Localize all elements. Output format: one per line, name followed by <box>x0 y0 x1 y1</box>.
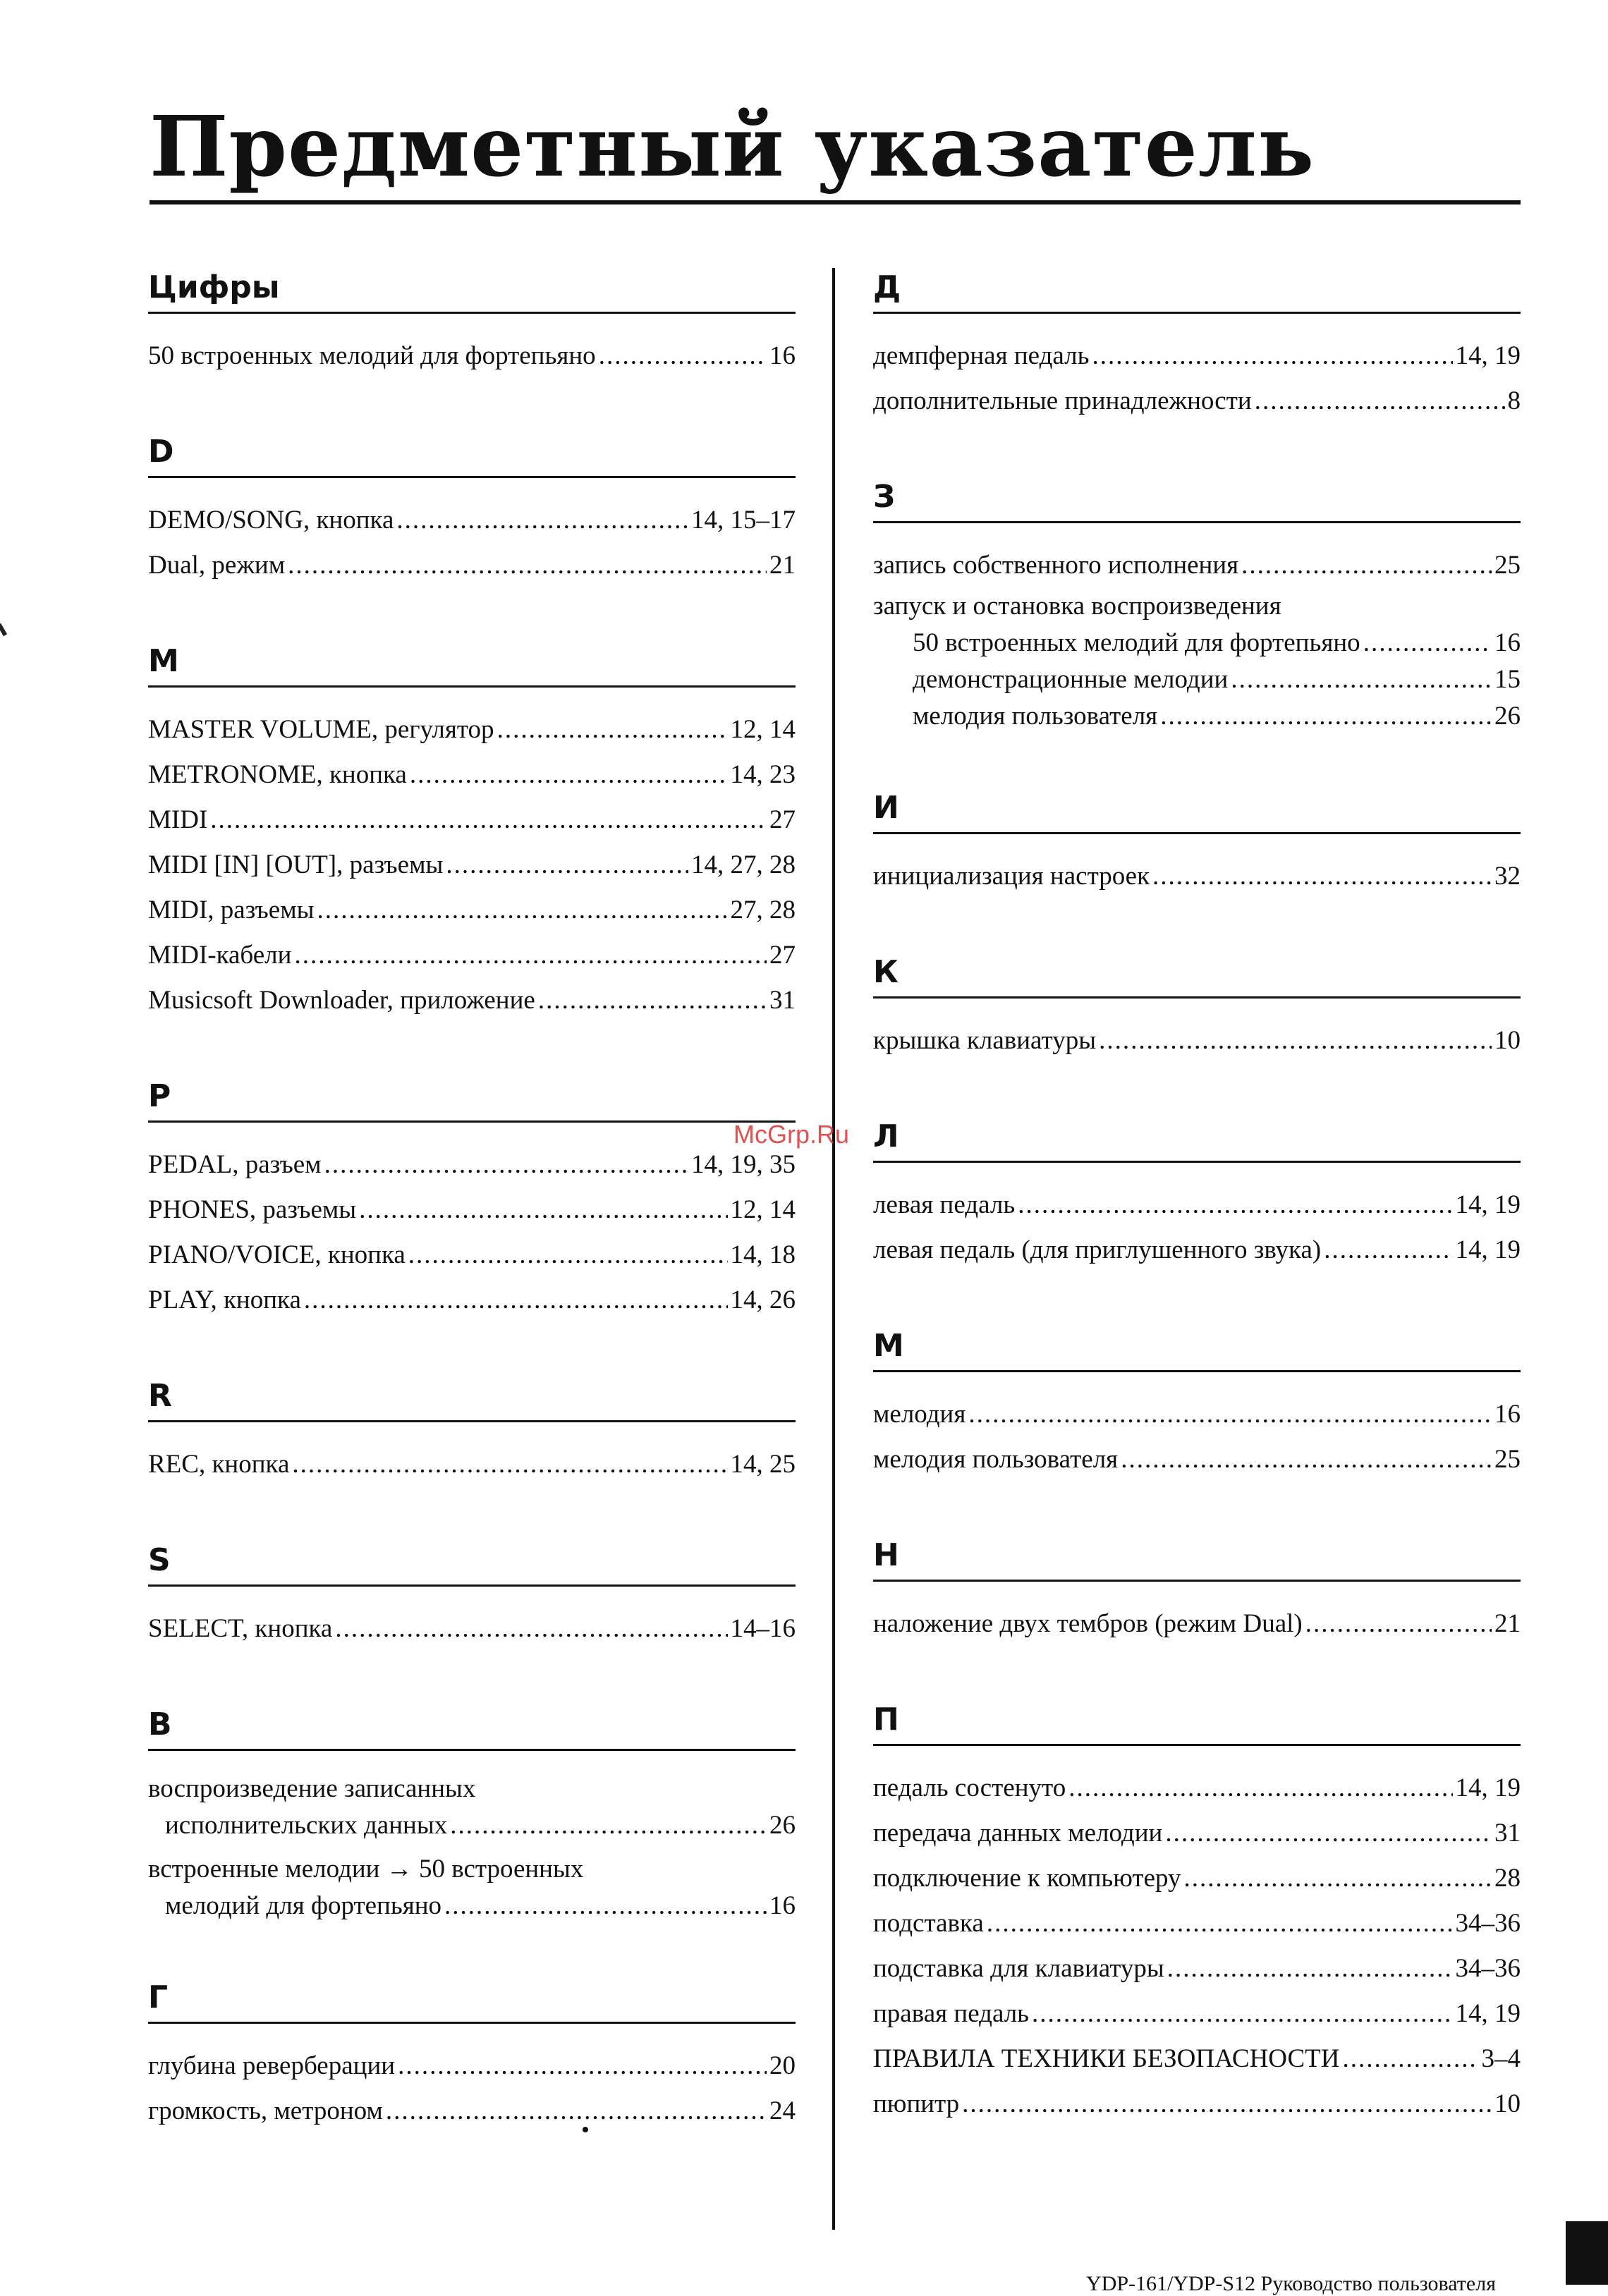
entry-pages: 8 <box>1507 386 1521 415</box>
leader-dots <box>538 978 767 1023</box>
leader-dots <box>599 334 767 379</box>
leader-dots <box>1342 2037 1478 2082</box>
index-entry <box>148 543 796 588</box>
entry-label-line: запуск и остановка воспроизведения <box>873 592 1281 621</box>
entry-label: PHONES, разъемы <box>148 1195 357 1224</box>
section-p-cyr <box>873 1700 1521 2127</box>
index-entry <box>148 1142 796 1187</box>
entry-label: демпферная педаль <box>873 341 1090 370</box>
index-entry <box>148 888 796 933</box>
entry-pages: 21 <box>769 551 796 580</box>
index-entry <box>873 1946 1521 1991</box>
section-r <box>148 1376 796 1487</box>
left-column <box>148 268 796 2187</box>
leader-dots <box>1363 625 1492 661</box>
entry-pages: 15 <box>1494 665 1521 694</box>
leader-dots <box>1018 1183 1452 1228</box>
section-heading: З <box>873 477 1521 523</box>
index-subentry <box>873 698 1521 735</box>
entry-label: подключение к компьютеру <box>873 1864 1181 1893</box>
leader-dots <box>962 2082 1492 2127</box>
leader-dots <box>396 498 688 543</box>
leader-dots <box>288 543 767 588</box>
leader-dots <box>408 1233 728 1278</box>
leader-dots <box>1152 854 1492 899</box>
leader-dots <box>1092 334 1453 379</box>
entry-pages: 21 <box>1494 1609 1521 1638</box>
entry-pages: 25 <box>1494 551 1521 580</box>
entry-pages: 14, 19 <box>1455 1999 1521 2028</box>
entry-pages: 16 <box>1494 628 1521 657</box>
entry-pages: 31 <box>769 986 796 1015</box>
index-entry <box>873 1437 1521 1482</box>
section-heading: П <box>873 1700 1521 1746</box>
leader-dots <box>335 1606 727 1651</box>
index-entry <box>873 1183 1521 1228</box>
entry-pages: 14, 19, 35 <box>691 1150 796 1179</box>
entry-pages: 24 <box>769 2096 796 2125</box>
entry-label: MASTER VOLUME, регулятор <box>148 715 494 744</box>
entry-label: пюпитр <box>873 2089 960 2118</box>
entry-pages: 14, 19 <box>1455 1235 1521 1264</box>
entry-label-line: воспроизведение записанных <box>148 1774 476 1803</box>
index-entry <box>873 543 1521 588</box>
entry-label: дополнительные принадлежности <box>873 386 1252 415</box>
page-footer: YDP-161/YDP-S12 Руководство пользователя <box>1086 2272 1497 2295</box>
entry-label: REC, кнопка <box>148 1450 290 1479</box>
index-entry <box>873 1811 1521 1856</box>
entry-pages: 16 <box>1494 1400 1521 1429</box>
index-entry <box>873 1901 1521 1946</box>
entry-pages: 27, 28 <box>730 896 796 924</box>
entry-label: MIDI, разъемы <box>148 896 315 924</box>
leader-dots <box>359 1187 727 1233</box>
entry-label: 50 встроенных мелодий для фортепьяно <box>913 628 1360 657</box>
entry-label: SELECT, кнопка <box>148 1614 333 1643</box>
index-entry <box>148 933 796 978</box>
entry-pages: 25 <box>1494 1445 1521 1474</box>
page-title: Предметный указатель <box>150 97 1315 195</box>
section-digits <box>148 268 796 379</box>
section-k-cyr <box>873 953 1521 1063</box>
entry-pages: 16 <box>769 1891 796 1920</box>
leader-dots <box>1305 1601 1492 1647</box>
entry-label: MIDI [IN] [OUT], разъемы <box>148 850 444 879</box>
index-entry <box>148 1278 796 1323</box>
entry-label: левая педаль (для приглушенного звука) <box>873 1235 1322 1264</box>
section-heading: R <box>148 1376 796 1422</box>
section-d-cyr <box>873 268 1521 424</box>
leader-dots <box>968 1392 1492 1437</box>
index-entry <box>148 843 796 888</box>
column-divider <box>832 268 835 2230</box>
index-entry <box>873 1991 1521 2037</box>
entry-label: PLAY, кнопка <box>148 1286 301 1314</box>
entry-pages: 20 <box>769 2051 796 2080</box>
leader-dots <box>1184 1856 1492 1901</box>
leader-dots <box>1165 1811 1492 1856</box>
leader-dots <box>210 798 767 843</box>
index-entry <box>873 1018 1521 1063</box>
entry-pages: 28 <box>1494 1864 1521 1893</box>
entry-pages: 14, 15–17 <box>691 506 796 535</box>
entry-pages: 34–36 <box>1455 1954 1521 1983</box>
entry-pages: 14, 19 <box>1455 1190 1521 1219</box>
index-entry <box>873 1856 1521 1901</box>
entry-label: ПРАВИЛА ТЕХНИКИ БЕЗОПАСНОСТИ <box>873 2044 1340 2073</box>
entry-label: Dual, режим <box>148 551 286 580</box>
entry-label: METRONOME, кнопка <box>148 760 407 789</box>
entry-label: PIANO/VOICE, кнопка <box>148 1240 406 1269</box>
section-d <box>148 432 796 588</box>
entry-label: левая педаль <box>873 1190 1016 1219</box>
section-heading: Н <box>873 1536 1521 1582</box>
entry-label: мелодия пользователя <box>913 702 1158 731</box>
entry-pages: 32 <box>1494 862 1521 891</box>
leader-dots <box>386 2089 767 2134</box>
entry-pages: 12, 14 <box>730 1195 796 1224</box>
index-entry <box>148 1442 796 1487</box>
index-entry <box>873 1601 1521 1647</box>
leader-dots <box>1068 1766 1452 1811</box>
entry-pages: 27 <box>769 941 796 970</box>
entry-label: PEDAL, разъем <box>148 1150 322 1179</box>
section-heading: Л <box>873 1117 1521 1163</box>
index-entry <box>148 1606 796 1651</box>
section-heading: Цифры <box>148 268 796 314</box>
entry-label: MIDI <box>148 805 208 834</box>
section-heading: P <box>148 1077 796 1123</box>
leader-dots <box>292 1442 727 1487</box>
index-entry <box>148 2089 796 2134</box>
index-entry <box>873 334 1521 379</box>
entry-pages: 16 <box>769 341 796 370</box>
leader-dots <box>1231 661 1492 698</box>
index-entry <box>873 1766 1521 1811</box>
entry-label: 50 встроенных мелодий для фортепьяно <box>148 341 596 370</box>
section-heading: И <box>873 788 1521 834</box>
entry-label: мелодия пользователя <box>873 1445 1119 1474</box>
section-heading: D <box>148 432 796 478</box>
leader-dots <box>444 1888 767 1924</box>
index-entry <box>148 498 796 543</box>
index-entry <box>148 1807 796 1844</box>
leader-dots <box>1160 698 1492 735</box>
section-heading: S <box>148 1541 796 1587</box>
index-entry <box>873 379 1521 424</box>
leader-dots <box>294 933 767 978</box>
entry-pages: 14–16 <box>730 1614 796 1643</box>
leader-dots <box>1032 1991 1452 2037</box>
entry-pages: 26 <box>769 1811 796 1840</box>
leader-dots <box>1241 543 1492 588</box>
entry-pages: 14, 25 <box>730 1450 796 1479</box>
page-edge-tab <box>1566 2221 1608 2285</box>
entry-label: подставка для клавиатуры <box>873 1954 1164 1983</box>
entry-pages: 14, 23 <box>730 760 796 789</box>
index-entry <box>148 1888 796 1924</box>
entry-label: правая педаль <box>873 1999 1030 2028</box>
scan-mark <box>0 623 7 637</box>
leader-dots <box>1099 1018 1492 1063</box>
entry-pages: 14, 18 <box>730 1240 796 1269</box>
entry-pages: 14, 19 <box>1455 1773 1521 1802</box>
index-entry <box>148 1233 796 1278</box>
entry-label: передача данных мелодии <box>873 1819 1163 1848</box>
leader-dots <box>446 843 688 888</box>
section-z-cyr <box>873 477 1521 735</box>
entry-pages: 10 <box>1494 2089 1521 2118</box>
leader-dots <box>410 752 728 798</box>
watermark-text: McGrp.Ru <box>733 1120 850 1149</box>
index-entry <box>148 978 796 1023</box>
entry-label: педаль состенуто <box>873 1773 1066 1802</box>
scan-speck <box>583 2127 588 2132</box>
index-entry <box>873 2037 1521 2082</box>
section-s <box>148 1541 796 1651</box>
entry-label-line: встроенные мелодии → 50 встроенных <box>148 1855 584 1883</box>
leader-dots <box>324 1142 688 1187</box>
entry-pages: 26 <box>1494 702 1521 731</box>
leader-dots <box>398 2044 767 2089</box>
leader-dots <box>1167 1946 1453 1991</box>
section-l-cyr <box>873 1117 1521 1273</box>
section-p-latin <box>148 1077 796 1323</box>
leader-dots <box>497 707 728 752</box>
index-subentry <box>873 625 1521 661</box>
entry-label: демонстрационные мелодии <box>913 665 1229 694</box>
index-entry <box>873 2082 1521 2127</box>
index-entry <box>148 334 796 379</box>
index-entry <box>873 1392 1521 1437</box>
index-subentry <box>873 661 1521 698</box>
leader-dots <box>450 1807 767 1844</box>
entry-pages: 10 <box>1494 1026 1521 1055</box>
index-entry <box>148 752 796 798</box>
entry-pages: 14, 19 <box>1455 341 1521 370</box>
entry-label: исполнительских данных <box>165 1811 448 1840</box>
entry-pages: 12, 14 <box>730 715 796 744</box>
entry-pages: 14, 26 <box>730 1286 796 1314</box>
index-entry <box>148 798 796 843</box>
entry-pages: 31 <box>1494 1819 1521 1848</box>
section-heading: К <box>873 953 1521 999</box>
section-i-cyr <box>873 788 1521 899</box>
entry-label: MIDI-кабели <box>148 941 292 970</box>
section-heading: В <box>148 1705 796 1751</box>
title-rule <box>150 200 1521 204</box>
leader-dots <box>987 1901 1453 1946</box>
entry-label: подставка <box>873 1909 984 1938</box>
section-m-cyr <box>873 1326 1521 1482</box>
section-heading: Д <box>873 268 1521 314</box>
entry-label: крышка клавиатуры <box>873 1026 1097 1055</box>
entry-label: наложение двух тембров (режим Dual) <box>873 1609 1303 1638</box>
entry-label: DEMO/SONG, кнопка <box>148 506 394 535</box>
leader-dots <box>317 888 728 933</box>
section-v-cyr <box>148 1705 796 1924</box>
section-heading: Г <box>148 1978 796 2024</box>
leader-dots <box>1255 379 1505 424</box>
entry-label: глубина реверберации <box>148 2051 396 2080</box>
index-entry <box>148 1187 796 1233</box>
section-heading: M <box>148 642 796 688</box>
entry-pages: 34–36 <box>1455 1909 1521 1938</box>
entry-pages: 14, 27, 28 <box>691 850 796 879</box>
entry-pages: 3–4 <box>1481 2044 1521 2073</box>
section-n-cyr <box>873 1536 1521 1647</box>
entry-label: мелодия <box>873 1400 966 1429</box>
leader-dots <box>1324 1228 1452 1273</box>
index-entry <box>148 707 796 752</box>
entry-label: Musicsoft Downloader, приложение <box>148 986 535 1015</box>
leader-dots <box>1121 1437 1492 1482</box>
entry-label: запись собственного исполнения <box>873 551 1239 580</box>
right-column <box>873 268 1521 2180</box>
index-entry <box>873 1228 1521 1273</box>
index-entry <box>873 854 1521 899</box>
entry-label: инициализация настроек <box>873 862 1150 891</box>
section-heading: М <box>873 1326 1521 1372</box>
index-entry <box>148 2044 796 2089</box>
section-m-latin <box>148 642 796 1023</box>
section-g-cyr <box>148 1978 796 2134</box>
entry-pages: 27 <box>769 805 796 834</box>
entry-label: громкость, метроном <box>148 2096 383 2125</box>
leader-dots <box>304 1278 728 1323</box>
entry-label: мелодий для фортепьяно <box>165 1891 442 1920</box>
